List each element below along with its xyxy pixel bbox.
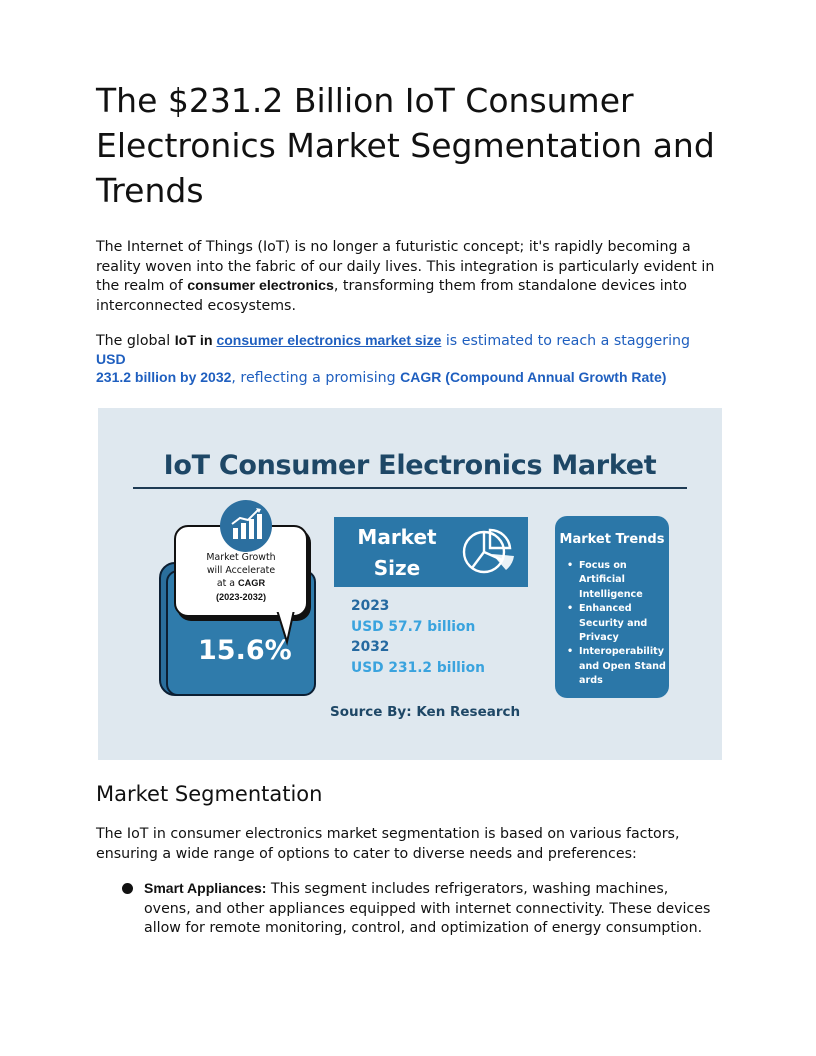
bullet-text: This segment includes refrigerators, washing machines, ovens, and other appliances equipped with internet connectivity. These devices allow for remote monitoring, control, and optimization of energy consumption. (144, 881, 711, 937)
market-usd: USD (96, 350, 126, 367)
intro-paragraph (96, 238, 716, 316)
market-size-link[interactable]: consumer electronics market size (216, 332, 442, 348)
market-lead: The global (96, 333, 175, 349)
cagr-line3-bold: CAGR (238, 578, 266, 588)
source-caption: Source By: Ken Research (330, 704, 521, 720)
market-size-value-2032: USD 231.2 billion (351, 660, 485, 676)
infographic-title: IoT Consumer Electronics Market (163, 450, 657, 481)
market-size-year-2032: 2032 (351, 639, 390, 655)
cagr-period (174, 591, 308, 605)
list-item (144, 879, 714, 939)
intro-text-before: The Internet of Things (IoT) is no longer a futuristic concept; it's rapidly becoming a reality woven into the fabric of our daily lives. This integration is particularly evident in the realm of (96, 239, 715, 294)
page-title: The $231.2 Billion IoT Consumer Electronics Market Segmentation and Trends (96, 81, 715, 210)
pie-chart-icon (460, 526, 518, 578)
bullet-bold-label: Smart Appliances: (144, 880, 267, 896)
market-trends-title: Market Trends (559, 532, 665, 547)
market-cagr: CAGR (Compound Annual Growth Rate) (400, 369, 667, 385)
intro-text-after: , transforming them from standalone devices into interconnected ecosystems. (96, 278, 687, 314)
cagr-value: 15.6% (198, 635, 292, 666)
section-paragraph: The IoT in consumer electronics market segmentation is based on various factors, ensuring a wide range of options to cater to diverse needs and preferences: (96, 826, 680, 862)
cagr-line1: Market Growth (206, 552, 276, 563)
market-size-label-line2: Size (373, 556, 421, 580)
market-size-label-line1: Market (357, 525, 437, 549)
cagr-bubble-text (174, 552, 308, 604)
market-tail: , reflecting a promising (231, 370, 401, 386)
market-trends-list (565, 559, 669, 689)
list-item: • Focus on Artificial Intelligence (565, 559, 669, 602)
cagr-period-text: (2023-2032) (215, 591, 267, 602)
market-amount: 231.2 billion by 2032 (96, 369, 232, 385)
bar-chart-icon (220, 500, 272, 552)
market-size-paragraph (96, 332, 696, 388)
cagr-line3 (174, 577, 308, 591)
intro-bold-term: consumer electronics (187, 278, 334, 294)
market-size-year-2023: 2023 (351, 598, 390, 614)
cagr-line2: will Accelerate (206, 564, 276, 576)
market-size-value-2023: USD 57.7 billion (351, 619, 476, 635)
title-divider (133, 487, 687, 489)
list-item: • Enhanced Security and Privacy (565, 602, 669, 645)
infographic-image (98, 408, 722, 760)
market-size-label (342, 522, 452, 584)
bullet-dot-icon (122, 883, 133, 894)
speech-bubble-tail (276, 608, 298, 646)
market-bold-lead: IoT in (174, 333, 217, 349)
section-heading: Market Segmentation (96, 782, 323, 806)
list-item: • Interoperability and Open Standards (565, 645, 669, 688)
market-mid: is estimated to reach a staggering (441, 333, 691, 349)
cagr-line3-prefix: at a (216, 578, 239, 589)
